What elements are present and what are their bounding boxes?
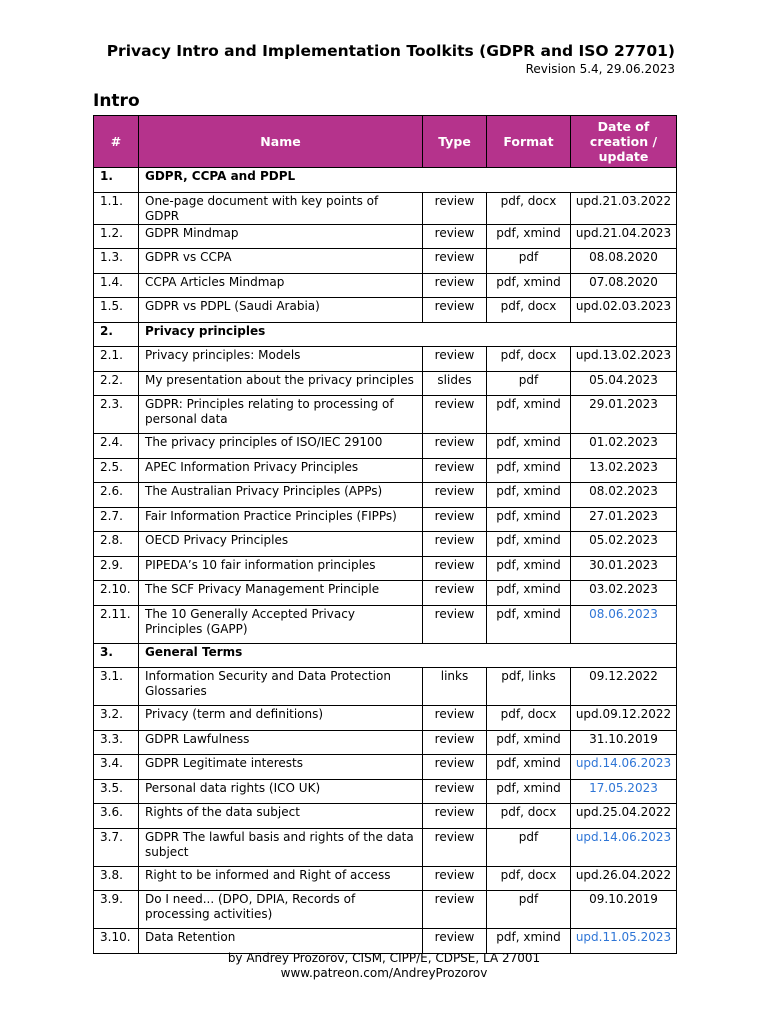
- row-name: Privacy (term and definitions): [139, 706, 423, 731]
- footer: [0, 951, 768, 981]
- row-number: 3.10.: [94, 929, 139, 954]
- row-name: GDPR vs PDPL (Saudi Arabia): [139, 298, 423, 323]
- table-row: [94, 730, 677, 755]
- row-date: upd.21.03.2022: [571, 192, 677, 224]
- table-row: [94, 929, 677, 954]
- row-name: GDPR: Principles relating to processing of personal data: [139, 396, 423, 434]
- row-type: links: [423, 668, 487, 706]
- row-format: pdf, xmind: [487, 507, 571, 532]
- row-name: Do I need... (DPO, DPIA, Records of processing activities): [139, 891, 423, 929]
- group-number: 1.: [94, 168, 139, 193]
- row-number: 3.3.: [94, 730, 139, 755]
- column-header-type: Type: [423, 116, 487, 168]
- toolkit-table: [93, 115, 677, 954]
- row-number: 2.9.: [94, 556, 139, 581]
- row-format: pdf: [487, 828, 571, 866]
- row-type: review: [423, 891, 487, 929]
- row-number: 2.1.: [94, 347, 139, 372]
- row-date: 27.01.2023: [571, 507, 677, 532]
- row-format: pdf, xmind: [487, 929, 571, 954]
- row-name: Fair Information Practice Principles (FIPPs): [139, 507, 423, 532]
- row-name: The Australian Privacy Principles (APPs): [139, 483, 423, 508]
- row-number: 1.3.: [94, 249, 139, 274]
- row-type: review: [423, 828, 487, 866]
- row-type: review: [423, 866, 487, 891]
- row-date: upd.09.12.2022: [571, 706, 677, 731]
- row-number: 1.1.: [94, 192, 139, 224]
- row-type: review: [423, 273, 487, 298]
- row-number: 2.6.: [94, 483, 139, 508]
- table-row: [94, 668, 677, 706]
- row-format: pdf, docx: [487, 347, 571, 372]
- row-type: review: [423, 532, 487, 557]
- row-number: 3.8.: [94, 866, 139, 891]
- group-row: [94, 322, 677, 347]
- row-name: GDPR Lawfulness: [139, 730, 423, 755]
- group-number: 2.: [94, 322, 139, 347]
- row-number: 1.4.: [94, 273, 139, 298]
- row-format: pdf, docx: [487, 192, 571, 224]
- table-header-row: [94, 116, 677, 168]
- table-row: [94, 581, 677, 606]
- row-format: pdf, xmind: [487, 605, 571, 643]
- group-title: GDPR, CCPA and PDPL: [139, 168, 677, 193]
- table-row: [94, 891, 677, 929]
- row-date: upd.25.04.2022: [571, 804, 677, 829]
- row-name: GDPR vs CCPA: [139, 249, 423, 274]
- row-number: 3.2.: [94, 706, 139, 731]
- row-format: pdf, xmind: [487, 483, 571, 508]
- table-body: [94, 168, 677, 954]
- row-date: 05.02.2023: [571, 532, 677, 557]
- row-format: pdf: [487, 891, 571, 929]
- row-date: upd.26.04.2022: [571, 866, 677, 891]
- row-name: My presentation about the privacy principles: [139, 371, 423, 396]
- table-row: [94, 828, 677, 866]
- row-format: pdf, xmind: [487, 730, 571, 755]
- group-row: [94, 168, 677, 193]
- row-type: review: [423, 556, 487, 581]
- row-name: GDPR The lawful basis and rights of the data subject: [139, 828, 423, 866]
- row-date: 09.10.2019: [571, 891, 677, 929]
- row-type: review: [423, 706, 487, 731]
- row-date: 13.02.2023: [571, 458, 677, 483]
- table-row: [94, 273, 677, 298]
- group-row: [94, 643, 677, 668]
- table-row: [94, 298, 677, 323]
- row-type: review: [423, 249, 487, 274]
- row-number: 3.1.: [94, 668, 139, 706]
- row-date: 09.12.2022: [571, 668, 677, 706]
- row-number: 2.11.: [94, 605, 139, 643]
- row-date: upd.14.06.2023: [571, 755, 677, 780]
- table-row: [94, 434, 677, 459]
- row-number: 2.3.: [94, 396, 139, 434]
- row-format: pdf, links: [487, 668, 571, 706]
- row-format: pdf, xmind: [487, 755, 571, 780]
- row-name: GDPR Mindmap: [139, 224, 423, 249]
- row-name: The SCF Privacy Management Principle: [139, 581, 423, 606]
- group-number: 3.: [94, 643, 139, 668]
- row-date: 03.02.2023: [571, 581, 677, 606]
- row-number: 3.9.: [94, 891, 139, 929]
- row-name: The 10 Generally Accepted Privacy Principles (GAPP): [139, 605, 423, 643]
- row-date: upd.13.02.2023: [571, 347, 677, 372]
- row-date: 30.01.2023: [571, 556, 677, 581]
- row-name: Privacy principles: Models: [139, 347, 423, 372]
- row-number: 2.8.: [94, 532, 139, 557]
- revision-info: Revision 5.4, 29.06.2023: [525, 62, 675, 76]
- row-number: 2.7.: [94, 507, 139, 532]
- row-type: review: [423, 483, 487, 508]
- row-format: pdf: [487, 371, 571, 396]
- table-row: [94, 192, 677, 224]
- row-format: pdf, xmind: [487, 224, 571, 249]
- row-number: 2.2.: [94, 371, 139, 396]
- row-format: pdf, xmind: [487, 396, 571, 434]
- row-format: pdf, docx: [487, 804, 571, 829]
- row-format: pdf: [487, 249, 571, 274]
- row-type: review: [423, 507, 487, 532]
- row-format: pdf, xmind: [487, 458, 571, 483]
- table-row: [94, 605, 677, 643]
- row-type: slides: [423, 371, 487, 396]
- row-date: 08.08.2020: [571, 249, 677, 274]
- row-format: pdf, docx: [487, 298, 571, 323]
- row-date: 31.10.2019: [571, 730, 677, 755]
- row-type: review: [423, 224, 487, 249]
- table-row: [94, 458, 677, 483]
- table-row: [94, 371, 677, 396]
- row-type: review: [423, 581, 487, 606]
- footer-url[interactable]: www.patreon.com/AndreyProzorov: [280, 966, 488, 980]
- row-date: upd.11.05.2023: [571, 929, 677, 954]
- row-name: Information Security and Data Protection Glossaries: [139, 668, 423, 706]
- row-name: Right to be informed and Right of access: [139, 866, 423, 891]
- row-type: review: [423, 396, 487, 434]
- row-format: pdf, xmind: [487, 556, 571, 581]
- footer-author: by Andrey Prozorov, CISM, CIPP/E, CDPSE, LA 27001: [227, 951, 541, 965]
- row-number: 3.6.: [94, 804, 139, 829]
- table-row: [94, 224, 677, 249]
- table-row: [94, 347, 677, 372]
- table-row: [94, 866, 677, 891]
- table-row: [94, 779, 677, 804]
- row-name: One-page document with key points of GDPR: [139, 192, 423, 224]
- row-number: 2.4.: [94, 434, 139, 459]
- row-type: review: [423, 605, 487, 643]
- table-row: [94, 249, 677, 274]
- table-row: [94, 483, 677, 508]
- row-type: review: [423, 347, 487, 372]
- row-type: review: [423, 779, 487, 804]
- group-title: Privacy principles: [139, 322, 677, 347]
- row-date: 17.05.2023: [571, 779, 677, 804]
- row-name: APEC Information Privacy Principles: [139, 458, 423, 483]
- row-format: pdf, xmind: [487, 779, 571, 804]
- table-row: [94, 804, 677, 829]
- column-header-format: Format: [487, 116, 571, 168]
- section-heading: Intro: [93, 91, 140, 111]
- row-date: 08.06.2023: [571, 605, 677, 643]
- row-format: pdf, xmind: [487, 273, 571, 298]
- row-number: 1.2.: [94, 224, 139, 249]
- row-type: review: [423, 755, 487, 780]
- row-format: pdf, xmind: [487, 581, 571, 606]
- table-row: [94, 507, 677, 532]
- row-number: 3.7.: [94, 828, 139, 866]
- row-number: 2.5.: [94, 458, 139, 483]
- row-number: 1.5.: [94, 298, 139, 323]
- column-header-number: #: [94, 116, 139, 168]
- row-type: review: [423, 192, 487, 224]
- row-date: 01.02.2023: [571, 434, 677, 459]
- column-header-date: Date of creation / update: [571, 116, 677, 168]
- group-title: General Terms: [139, 643, 677, 668]
- row-name: PIPEDA’s 10 fair information principles: [139, 556, 423, 581]
- row-name: CCPA Articles Mindmap: [139, 273, 423, 298]
- row-type: review: [423, 804, 487, 829]
- row-type: review: [423, 929, 487, 954]
- row-number: 3.5.: [94, 779, 139, 804]
- row-date: 08.02.2023: [571, 483, 677, 508]
- row-date: 05.04.2023: [571, 371, 677, 396]
- row-date: 29.01.2023: [571, 396, 677, 434]
- table-row: [94, 706, 677, 731]
- row-date: upd.02.03.2023: [571, 298, 677, 323]
- row-name: The privacy principles of ISO/IEC 29100: [139, 434, 423, 459]
- table-row: [94, 532, 677, 557]
- row-name: OECD Privacy Principles: [139, 532, 423, 557]
- row-name: Rights of the data subject: [139, 804, 423, 829]
- document-title: Privacy Intro and Implementation Toolkits (GDPR and ISO 27701): [106, 42, 675, 60]
- column-header-name: Name: [139, 116, 423, 168]
- row-type: review: [423, 434, 487, 459]
- row-number: 3.4.: [94, 755, 139, 780]
- row-name: GDPR Legitimate interests: [139, 755, 423, 780]
- row-format: pdf, docx: [487, 706, 571, 731]
- row-format: pdf, docx: [487, 866, 571, 891]
- row-format: pdf, xmind: [487, 434, 571, 459]
- table-row: [94, 755, 677, 780]
- row-type: review: [423, 298, 487, 323]
- row-name: Data Retention: [139, 929, 423, 954]
- row-date: upd.14.06.2023: [571, 828, 677, 866]
- row-date: 07.08.2020: [571, 273, 677, 298]
- row-name: Personal data rights (ICO UK): [139, 779, 423, 804]
- row-type: review: [423, 730, 487, 755]
- row-format: pdf, xmind: [487, 532, 571, 557]
- table-row: [94, 556, 677, 581]
- row-type: review: [423, 458, 487, 483]
- row-date: upd.21.04.2023: [571, 224, 677, 249]
- table-row: [94, 396, 677, 434]
- row-number: 2.10.: [94, 581, 139, 606]
